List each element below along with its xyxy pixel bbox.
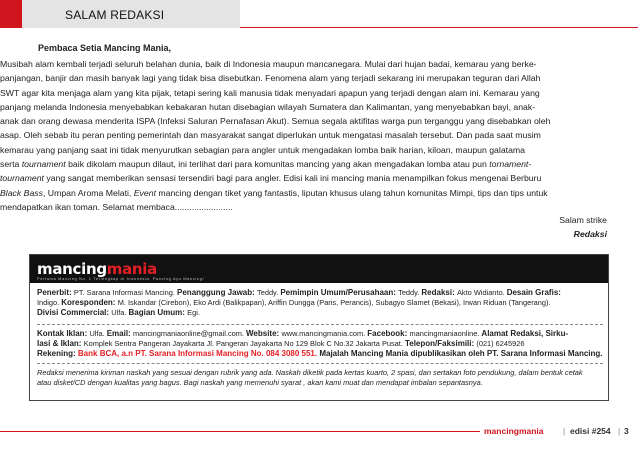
- text-line: panjangan, banjir dan masih banyak lagi yang tidak bisa disebutkan. Fenomena alam yang terjadi sekarang ini merupakan teguran dari Allah: [0, 73, 541, 84]
- text-line: kemarau yang panjang saat ini tidak menyurutkan sebagian para angler untuk mengadakan lomba baik harian, kiloan, maupun galatama: [0, 144, 525, 155]
- text-line: Rekening: Bank BCA, a.n PT. Sarana Informasi Mancing No. 084 3080 551. Majalah Mancing Mania dipublikasikan oleh PT. Sarana Informasi Mancing.: [37, 349, 603, 358]
- signature: Redaksi: [573, 229, 607, 239]
- text-line: Divisi Commercial: Ulfa. Bagian Umum: Egi.: [37, 308, 200, 317]
- logo-tagline: Pertama Mancing No. 1 Terlengkap di Indonesia. Pancing Ayo Mancing!: [37, 276, 205, 281]
- editorial-body: [0, 57, 607, 214]
- text-line: Kontak Iklan: Ulfa. Email: mancingmaniaonline@gmail.com. Website: www.mancingmania.com. Facebook: mancingmaniaonline. Alamat Redaksi, Sirku-: [37, 329, 569, 338]
- mancingmania-logo: mancingmania: [37, 260, 157, 278]
- text-line: Black Bass, Umpan Aroma Melati, Event mancing dengan tiket yang fantastis, liputan khusus ulang tahun komunitas Mimpi, tips dan tips untuk: [0, 187, 548, 198]
- staff-credits: [37, 288, 603, 318]
- text-line: asap. Oleh sebab itu peran penting pemerintah dan masyarakat sangat diperlukan untuk mengatasi masalah tersebut. Dan pada saat musim: [0, 130, 541, 141]
- text-line: tournament yang sangat memberikan sensasi tersendiri bagi para angler. Edisi kali ini mancing mania menampilkan fokus mengenai Berburu: [0, 173, 542, 184]
- text-line: anak dan orang dewasa menderita ISPA (Infeksi Saluran Pernafasan Akut). Semua segala aktifitas warga pun terganggu yang disebabkan oleh: [0, 116, 551, 127]
- text-line: Penerbit: PT. Sarana Informasi Mancing. Penanggung Jawab: Teddy. Pemimpin Umum/Perusahaan: Teddy. Redaksi: Akto Widianto. Desain Grafis:: [37, 288, 561, 297]
- closing-line: Salam strike: [559, 215, 607, 225]
- text-line: panjang melanda Indonesia menyebabkan kebakaran hutan disebagian wilayah Sumatera dan Kalimantan, yang menyebabkan bayi, anak-: [0, 101, 536, 112]
- greeting: Pembaca Setia Mancing Mania,: [38, 43, 172, 53]
- header-accent-bar: [0, 0, 22, 28]
- text-line: lasi & Iklan: Komplek Sentra Pangeran Jayakarta Jl. Pangeran Jayakarta No 129 Blok C No.32 Jakarta Pusat. Telepon/Faksimili: (021) 6245926: [37, 339, 525, 348]
- text-line: mendapatkan ikan toman. Selamat membaca........................: [0, 201, 233, 212]
- masthead-box: [29, 254, 609, 401]
- text-line: serta tournament baik dikolam maupun dilaut, ini terlihat dari para komunitas mancing yang akan mengadakan lomba atau pun tornament-: [0, 159, 532, 170]
- section-title: SALAM REDAKSI: [65, 8, 165, 22]
- footer-rule: [0, 431, 480, 432]
- edition-number: edisi #254: [570, 426, 611, 436]
- masthead-banner: [30, 255, 608, 283]
- footer-logo: mancingmania: [484, 426, 544, 436]
- divider: [37, 363, 603, 364]
- page-number: 3: [624, 426, 629, 436]
- page-footer: mancingmania | edisi #254 | 3: [0, 426, 638, 440]
- text-line: Musibah alam kembali terjadi seluruh belahan dunia, baik di Indonesia maupun mancanegara. Mulai dari hujan badai, kemarau yang berke-: [0, 59, 537, 69]
- contact-info: [37, 329, 603, 359]
- text-line: Indigo. Koresponden: M. Iskandar (Cirebon), Eko Ardi (Balikpapan), Ariffin Dungga (Paris, Perancis), Subagyo Slamet (Bekasi), Irwan Riduan (Tangerang).: [37, 298, 551, 307]
- text-line: SWT agar kita menjaga alam yang kita pijak, tetapi sering kali manusia tidak menyadari apapun yang terjadi dengan alam ini. Kemarau yang: [0, 87, 540, 98]
- section-header: [0, 0, 638, 30]
- divider: [37, 324, 603, 325]
- submission-note: Redaksi menerima kiriman naskah yang sesuai dengan rubrik yang ada. Naskah diketik pada kertas kuarto, 2 spasi, dan sertakan foto pendukung, dalam bentuk cetak atau disket/CD dengan kualitas yang bagus. Bagi naskah yang memenuhi syarat , akan kami muat dan mendapat imbalan sepantasnya.: [37, 368, 583, 387]
- header-rule: [240, 27, 638, 28]
